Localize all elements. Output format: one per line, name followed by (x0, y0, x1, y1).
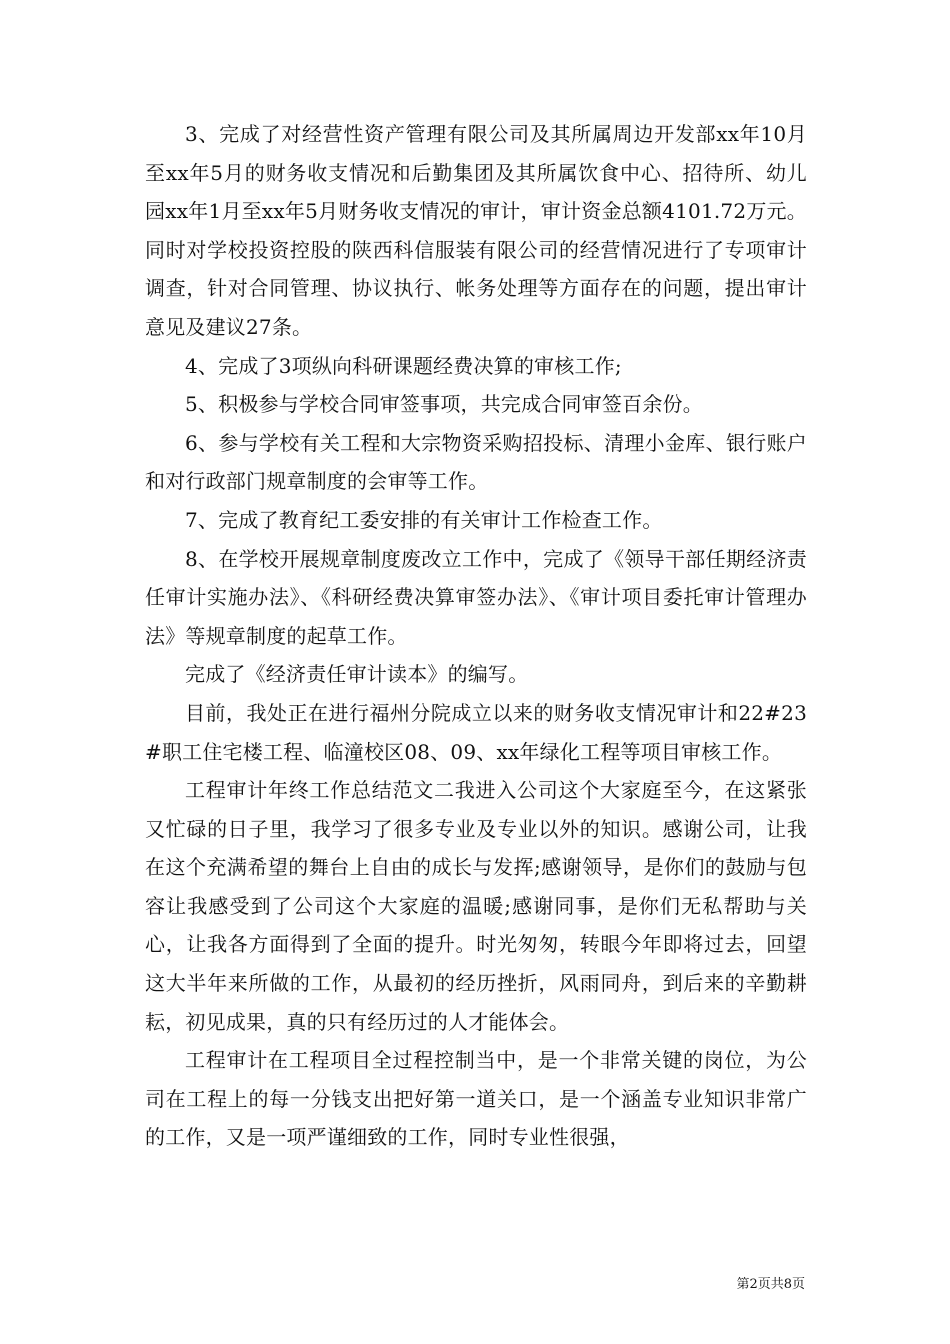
paragraph-reader-compiled: 完成了《经济责任审计读本》的编写。 (185, 662, 529, 687)
paragraph-item-3: 3、完成了对经营性资产管理有限公司及其所属周边开发部xx年10月至xx年5月的财务收支情况和后勤集团及其所属饮食中心、招待所、幼儿园xx年1月至xx年5月财务收支情况的审计，审计资金总额4101.72万元。同时对学校投资控股的陕西科信服装有限公司的经营情况进行了专项审计调查，针对合同管理、协议执行、帐务处理等方面存在的问题，提出审计意见及建议27条。 (145, 122, 807, 339)
paragraph-current-work: 目前，我处正在进行福州分院成立以来的财务收支情况审计和22#23#职工住宅楼工程、临潼校区08、09、xx年绿化工程等项目审核工作。 (145, 700, 807, 764)
paragraph-engineering-audit: 工程审计在工程项目全过程控制当中，是一个非常关键的岗位，为公司在工程上的每一分钱支出把好第一道关口，是一个涵盖专业知识非常广的工作，又是一项严谨细致的工作，同时专业性很强， (145, 1048, 807, 1150)
paragraph-item-8: 8、在学校开展规章制度废改立工作中，完成了《领导干部任期经济责任审计实施办法》、《科研经费决算审签办法》、《审计项目委托审计管理办法》等规章制度的起草工作。 (145, 546, 807, 648)
paragraph-item-6: 6、参与学校有关工程和大宗物资采购招投标、清理小金库、银行账户和对行政部门规章制度的会审等工作。 (145, 430, 807, 494)
page-number-footer: 第2页共8页 (736, 1277, 805, 1292)
paragraph-item-7: 7、完成了教育纪工委安排的有关审计工作检查工作。 (185, 507, 663, 532)
document-body (145, 115, 807, 1157)
paragraph-item-4: 4、完成了3项纵向科研课题经费决算的审核工作; (185, 353, 622, 378)
paragraph-sample-two-intro: 工程审计年终工作总结范文二我进入公司这个大家庭至今，在这紧张又忙碌的日子里，我学习了很多专业及专业以外的知识。感谢公司，让我在这个充满希望的舞台上自由的成长与发挥;感谢领导，是你们的鼓励与包容让我感受到了公司这个大家庭的温暖;感谢同事，是你们无私帮助与关心，让我各方面得到了全面的提升。时光匆匆，转眼今年即将过去，回望这大半年来所做的工作，从最初的经历挫折，风雨同舟，到后来的辛勤耕耘，初见成果，真的只有经历过的人才能体会。 (145, 778, 807, 1034)
paragraph-item-5: 5、积极参与学校合同审签事项，共完成合同审签百余份。 (185, 392, 703, 417)
